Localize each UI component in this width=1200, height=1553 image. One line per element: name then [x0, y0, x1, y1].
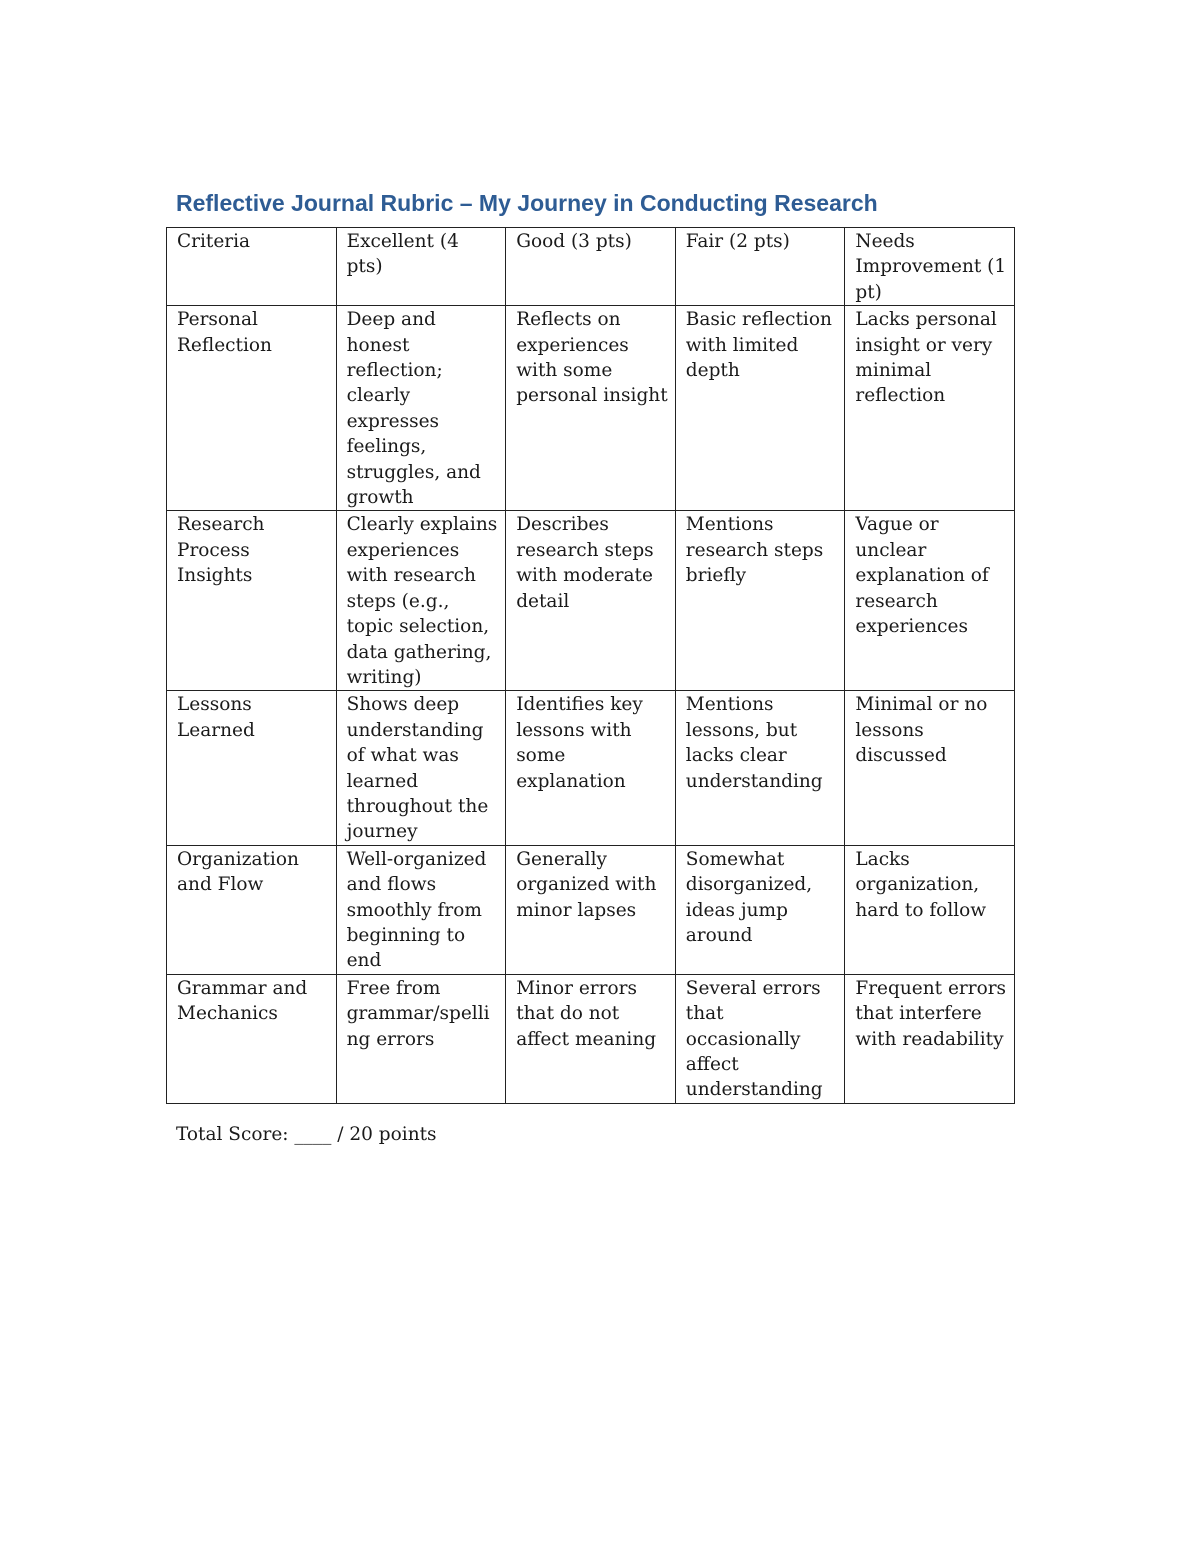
criteria-cell: Grammar and Mechanics [167, 974, 337, 1103]
fair-cell: Mentions research steps briefly [675, 511, 845, 691]
good-cell: Describes research steps with moderate detail [506, 511, 676, 691]
excellent-cell: Clearly explains experiences with research steps (e.g., topic selection, data gathering, writing) [336, 511, 506, 691]
good-cell: Identifies key lessons with some explanation [506, 691, 676, 845]
good-cell: Generally organized with minor lapses [506, 845, 676, 974]
header-needs-improvement: Needs Improvement (1 pt) [845, 228, 1015, 306]
header-fair: Fair (2 pts) [675, 228, 845, 306]
table-row [167, 691, 1015, 845]
header-excellent: Excellent (4 pts) [336, 228, 506, 306]
needs-improvement-cell: Frequent errors that interfere with readability [845, 974, 1015, 1103]
fair-cell: Mentions lessons, but lacks clear understanding [675, 691, 845, 845]
table-row [167, 511, 1015, 691]
fair-cell: Somewhat disorganized, ideas jump around [675, 845, 845, 974]
table-row [167, 845, 1015, 974]
excellent-cell: Shows deep understanding of what was learned throughout the journey [336, 691, 506, 845]
needs-improvement-cell: Lacks organization, hard to follow [845, 845, 1015, 974]
fair-cell: Basic reflection with limited depth [675, 306, 845, 511]
criteria-cell: Personal Reflection [167, 306, 337, 511]
fair-cell: Several errors that occasionally affect understanding [675, 974, 845, 1103]
table-row [167, 974, 1015, 1103]
header-criteria: Criteria [167, 228, 337, 306]
table-row [167, 306, 1015, 511]
criteria-cell: Lessons Learned [167, 691, 337, 845]
criteria-cell: Research Process Insights [167, 511, 337, 691]
criteria-cell: Organization and Flow [167, 845, 337, 974]
document-title: Reflective Journal Rubric – My Journey in Conducting Research [176, 190, 878, 216]
rubric-table [166, 227, 1015, 1104]
good-cell: Minor errors that do not affect meaning [506, 974, 676, 1103]
table-header-row [167, 228, 1015, 306]
good-cell: Reflects on experiences with some personal insight [506, 306, 676, 511]
excellent-cell: Deep and honest reflection; clearly expresses feelings, struggles, and growth [336, 306, 506, 511]
excellent-cell: Free from grammar/spelling errors [336, 974, 506, 1103]
header-good: Good (3 pts) [506, 228, 676, 306]
needs-improvement-cell: Minimal or no lessons discussed [845, 691, 1015, 845]
needs-improvement-cell: Vague or unclear explanation of research experiences [845, 511, 1015, 691]
needs-improvement-cell: Lacks personal insight or very minimal reflection [845, 306, 1015, 511]
excellent-cell: Well-organized and flows smoothly from beginning to end [336, 845, 506, 974]
total-score-line: Total Score: ____ / 20 points [176, 1124, 437, 1145]
